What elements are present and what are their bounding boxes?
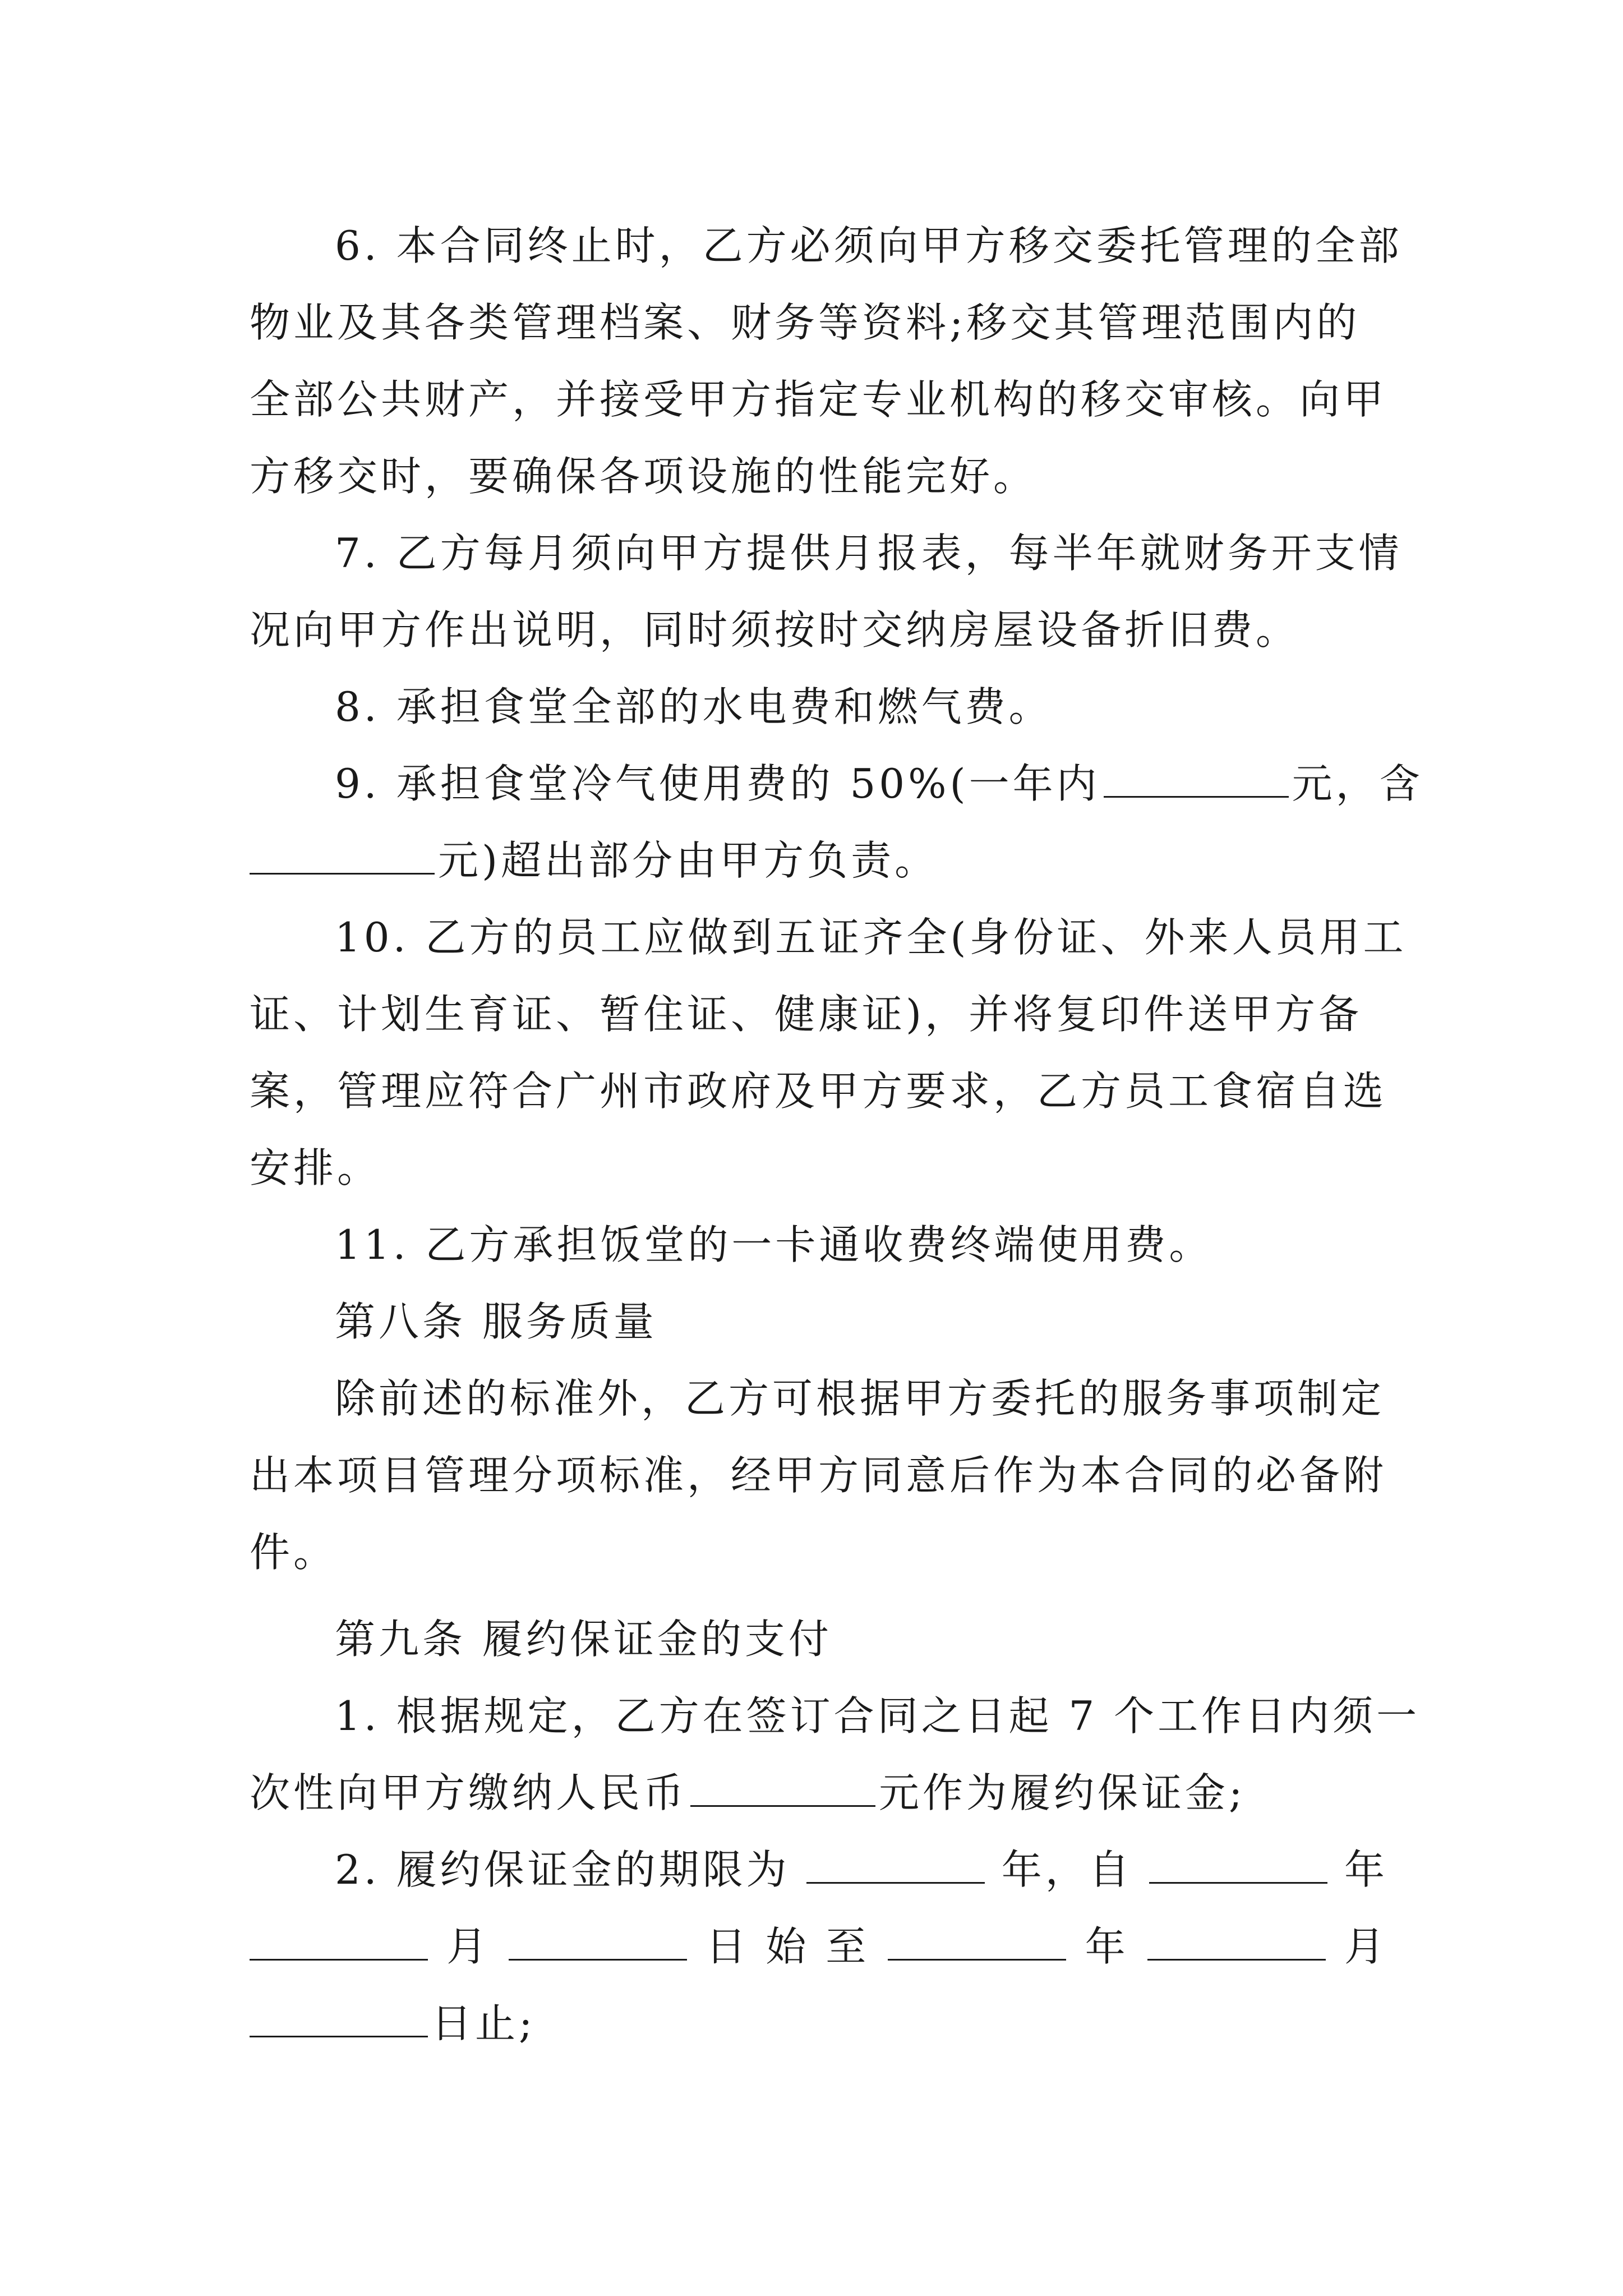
a9-2-blank-start-month bbox=[250, 1924, 428, 1961]
p9-text-c: 元)超出部分由甲方负责。 bbox=[438, 837, 939, 884]
p9-blank-include bbox=[250, 838, 435, 875]
a9-1-line-2 bbox=[250, 1755, 1388, 1832]
p7-line-1: 7. 乙方每月须向甲方提供月报表，每半年就财务开支情 bbox=[335, 530, 1403, 577]
article8-line-2: 出本项目管理分项标准，经甲方同意后作为本合同的必备附 bbox=[250, 1452, 1387, 1499]
p9-text-a: 9. 承担食堂冷气使用费的 50%(一年内 bbox=[335, 760, 1100, 807]
contract-page bbox=[250, 208, 1423, 2062]
p6-line-4: 方移交时，要确保各项设施的性能完好。 bbox=[250, 453, 1038, 500]
p11-line: 11. 乙方承担饭堂的一卡通收费终端使用费。 bbox=[335, 1221, 1213, 1268]
p10-line-2: 证、计划生育证、暂住证、健康证)，并将复印件送甲方备 bbox=[250, 991, 1363, 1038]
a9-1-line-1: 1. 根据规定，乙方在签订合同之日起 7 个工作日内须一 bbox=[335, 1692, 1421, 1740]
p9-text-b: 元，含 bbox=[1292, 760, 1423, 807]
a9-2-text-a: 2. 履约保证金的期限为 bbox=[335, 1846, 790, 1893]
p6-line-1: 6. 本合同终止时，乙方必须向甲方移交委托管理的全部 bbox=[335, 222, 1403, 269]
a9-2-blank-end-day bbox=[250, 2001, 428, 2037]
p8-line: 8. 承担食堂全部的水电费和燃气费。 bbox=[335, 683, 1053, 730]
a9-2-blank-start-year bbox=[1149, 1847, 1327, 1884]
a9-1-blank-amount bbox=[690, 1770, 875, 1807]
a9-1-text-a: 次性向甲方缴纳人民币 bbox=[250, 1769, 688, 1816]
p9-line-2 bbox=[250, 822, 1388, 899]
p10-line-3: 案，管理应符合广州市政府及甲方要求，乙方员工食宿自选 bbox=[250, 1068, 1387, 1115]
a9-1-text-b: 元作为履约保证金; bbox=[879, 1769, 1246, 1816]
a9-2-line-2 bbox=[250, 1908, 1388, 1985]
article8-line-3: 件。 bbox=[250, 1529, 338, 1576]
p6-line-3: 全部公共财产，并接受甲方指定专业机构的移交审核。向甲 bbox=[250, 376, 1387, 423]
a9-2-text-f: 年 bbox=[1085, 1923, 1129, 1970]
a9-2-text-h: 日止; bbox=[431, 2000, 536, 2047]
a9-2-text-g: 月 bbox=[1344, 1923, 1388, 1970]
p7-line-2: 况向甲方作出说明，同时须按时交纳房屋设备折旧费。 bbox=[250, 606, 1300, 654]
a9-2-blank-start-day bbox=[509, 1924, 687, 1961]
a9-2-blank-end-month bbox=[1147, 1924, 1326, 1961]
article9-title: 第九条 履约保证金的支付 bbox=[335, 1616, 832, 1663]
p9-line-1 bbox=[250, 746, 1423, 822]
article8-title: 第八条 服务质量 bbox=[335, 1298, 657, 1345]
a9-2-blank-end-year bbox=[888, 1924, 1066, 1961]
a9-2-text-b: 年，自 bbox=[1001, 1846, 1133, 1893]
p6-line-2: 物业及其各类管理档案、财务等资料;移交其管理范围内的 bbox=[250, 299, 1361, 346]
article8-line-1: 除前述的标准外，乙方可根据甲方委托的服务事项制定 bbox=[335, 1375, 1385, 1422]
a9-2-line-1 bbox=[250, 1832, 1388, 1908]
p10-line-4: 安排。 bbox=[250, 1144, 381, 1191]
a9-2-text-d: 月 bbox=[446, 1923, 491, 1970]
p9-blank-amount bbox=[1104, 761, 1289, 798]
a9-2-line-3 bbox=[250, 1985, 1388, 2062]
p10-line-1: 10. 乙方的员工应做到五证齐全(身份证、外来人员用工 bbox=[335, 914, 1407, 961]
a9-2-text-c: 年 bbox=[1344, 1846, 1388, 1893]
a9-2-text-e: 日 始 至 bbox=[706, 1923, 870, 1970]
a9-2-blank-years bbox=[806, 1847, 985, 1884]
